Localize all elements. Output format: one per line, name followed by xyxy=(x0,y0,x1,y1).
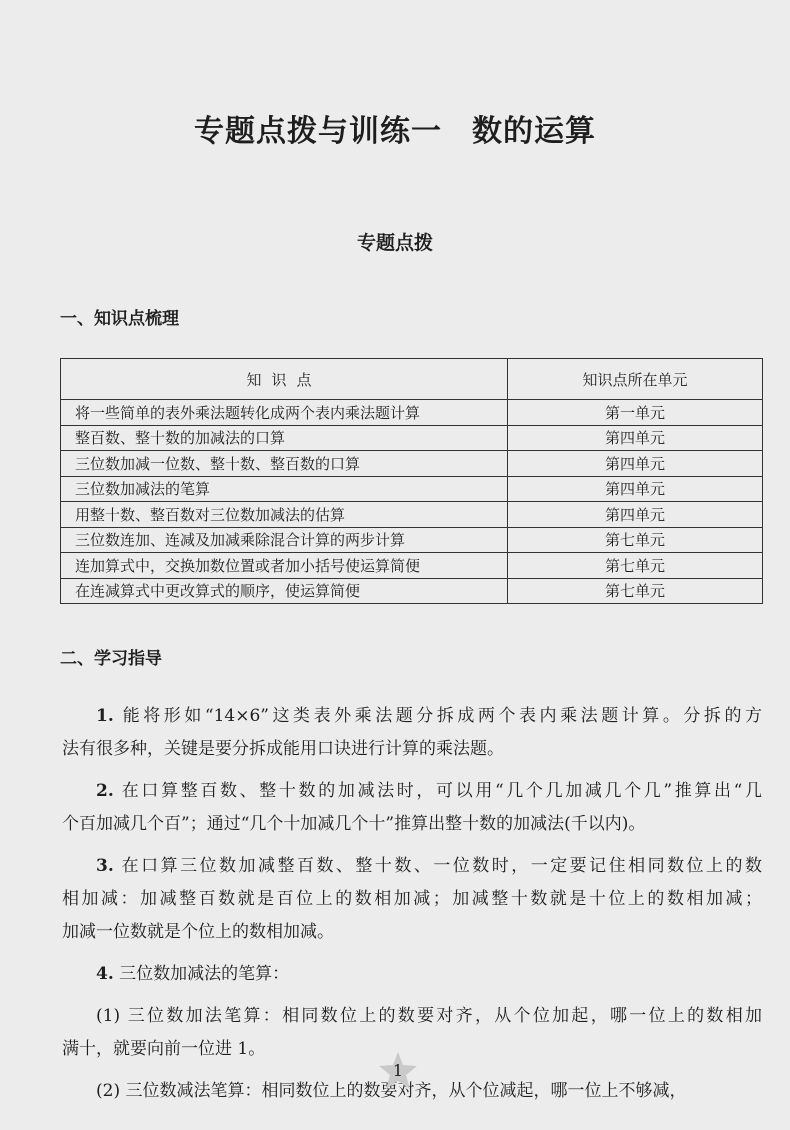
table-row xyxy=(61,400,763,426)
title-part1: 专题点拨与训练一 xyxy=(194,114,442,149)
knowledge-point: 连加算式中，交换加数位置或者加小括号使运算简便 xyxy=(61,553,508,579)
knowledge-point: 在连减算式中更改算式的顺序，使运算简便 xyxy=(61,578,508,604)
unit: 第四单元 xyxy=(508,502,763,528)
line-text: 能将形如“14×6”这类表外乘法题分拆成两个表内乘法题计算。分拆的方 xyxy=(122,706,762,726)
knowledge-point: 三位数加减一位数、整十数、整百数的口算 xyxy=(61,451,508,477)
table-row xyxy=(61,502,763,528)
table-header-row xyxy=(61,359,763,400)
knowledge-point: 用整十数、整百数对三位数加减法的估算 xyxy=(61,502,508,528)
knowledge-point: 将一些简单的表外乘法题转化成两个表内乘法题计算 xyxy=(61,400,508,426)
line-text: 在口算三位数加减整百数、整十数、一位数时，一定要记住相同数位上的数 xyxy=(121,856,763,876)
line-text: 满十，就要向前一位进 1。 xyxy=(62,1039,266,1059)
unit: 第七单元 xyxy=(508,578,763,604)
unit: 第七单元 xyxy=(508,527,763,553)
page-number: 1 xyxy=(392,1061,404,1080)
table-row xyxy=(61,578,763,604)
knowledge-point: 三位数加减法的笔算 xyxy=(61,476,508,502)
paragraph-line xyxy=(62,958,762,991)
table-row xyxy=(61,476,763,502)
paragraph-number: 4. xyxy=(96,964,114,984)
line-text: 个百加减几个百”；通过“几个十加减几个十”推算出整十数的加减法(千以内)。 xyxy=(62,814,646,834)
paragraph-line xyxy=(62,733,762,766)
column-header-knowledge: 知识点 xyxy=(61,359,508,400)
line-text: (2) 三位数减法笔算：相同数位上的数要对齐，从个位减起，哪一位上不够减， xyxy=(96,1081,687,1101)
paragraph-line xyxy=(62,916,762,949)
knowledge-point: 整百数、整十数的加减法的口算 xyxy=(61,425,508,451)
guidance-paragraph xyxy=(62,958,762,991)
unit: 第四单元 xyxy=(508,476,763,502)
table-row xyxy=(61,425,763,451)
section-heading-knowledge: 一、知识点梳理 xyxy=(60,309,179,329)
line-text: 法有很多种，关键是要分拆成能用口诀进行计算的乘法题。 xyxy=(62,739,504,759)
paragraph-number: 1. xyxy=(96,706,114,726)
unit: 第四单元 xyxy=(508,451,763,477)
line-text: 在口算整百数、整十数的加减法时，可以用“几个几加减几个几”推算出“几 xyxy=(121,781,762,801)
knowledge-table xyxy=(60,358,763,604)
title-part2: 数的运算 xyxy=(472,114,596,149)
line-text: 相加减：加减整百数就是百位上的数相加减；加减整十数就是十位上的数相加减； xyxy=(62,889,762,909)
paragraph-line xyxy=(62,850,762,883)
subtitle: 专题点拨 xyxy=(356,232,433,254)
page-number-badge xyxy=(377,1050,419,1092)
column-header-unit: 知识点所在单元 xyxy=(508,359,763,400)
unit: 第一单元 xyxy=(508,400,763,426)
line-text: (1) 三位数加法笔算：相同数位上的数要对齐，从个位加起，哪一位上的数相加 xyxy=(96,1006,762,1026)
table-row xyxy=(61,553,763,579)
paragraph-line xyxy=(62,700,762,733)
guidance-paragraph xyxy=(62,775,762,841)
unit: 第四单元 xyxy=(508,425,763,451)
guidance-paragraph xyxy=(62,850,762,949)
table-row xyxy=(61,527,763,553)
knowledge-point: 三位数连加、连减及加减乘除混合计算的两步计算 xyxy=(61,527,508,553)
section-heading-guidance: 二、学习指导 xyxy=(60,649,162,669)
paragraph-number: 2. xyxy=(96,781,114,801)
unit: 第七单元 xyxy=(508,553,763,579)
guidance-paragraph xyxy=(62,700,762,766)
table-row xyxy=(61,451,763,477)
paragraph-line xyxy=(62,775,762,808)
line-text: 加减一位数就是个位上的数相加减。 xyxy=(62,922,334,942)
line-text: 三位数加减法的笔算： xyxy=(119,964,290,984)
paragraph-number: 3. xyxy=(96,856,114,876)
paragraph-line xyxy=(62,1000,762,1033)
paragraph-line xyxy=(62,808,762,841)
paragraph-line xyxy=(62,883,762,916)
page-title xyxy=(0,106,790,150)
